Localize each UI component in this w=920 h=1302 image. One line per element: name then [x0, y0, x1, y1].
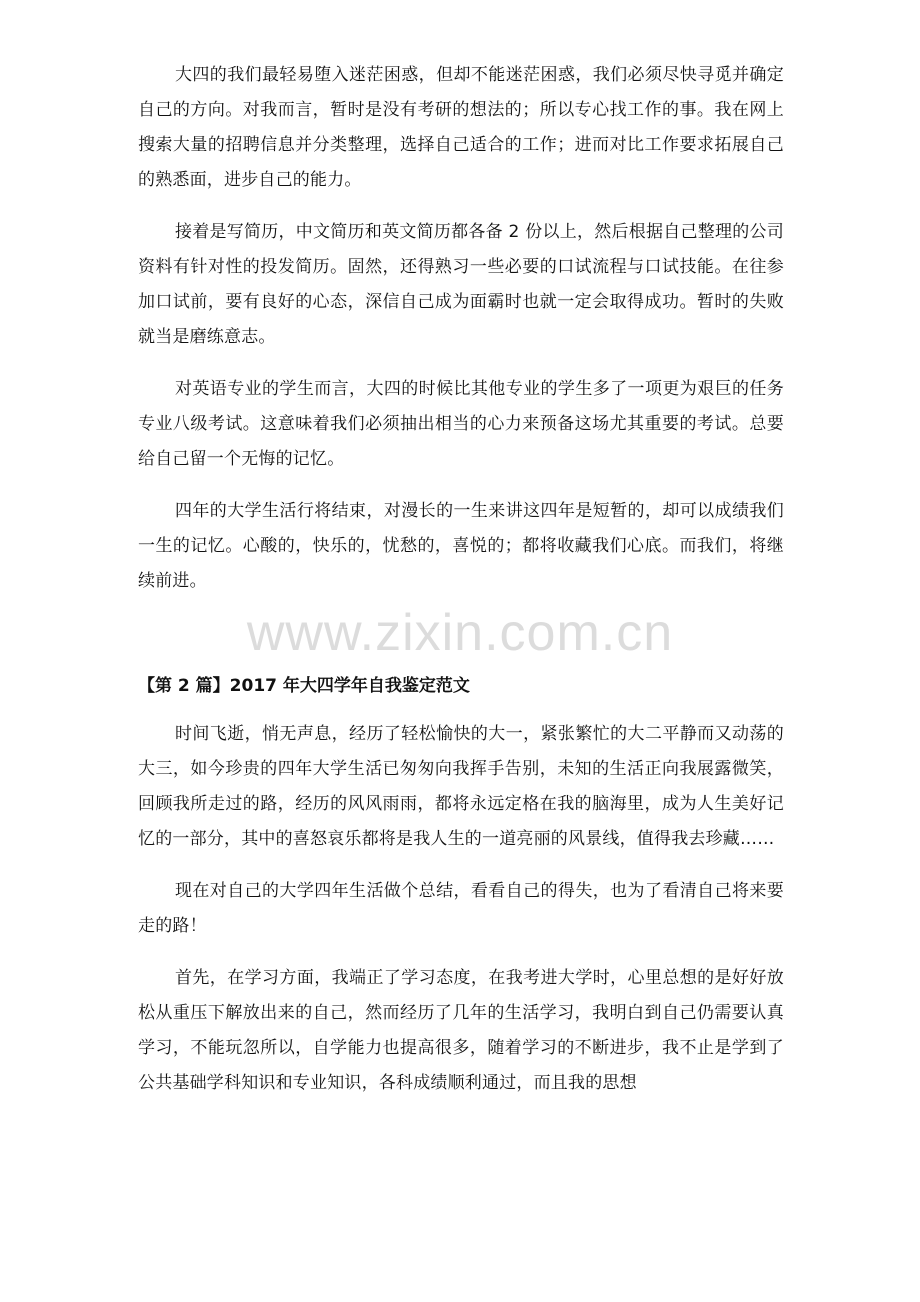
paragraph: 大四的我们最轻易堕入迷茫困惑，但却不能迷茫困惑，我们必须尽快寻觅并确定自己的方向。对我而言，暂时是没有考研的想法的；所以专心找工作的事。我在网上搜索大量的招聘信息并分类整理，选择自己适合的工作；进而对比工作要求拓展自己的熟悉面，进步自己的能力。: [138, 65, 784, 190]
paragraph: 时间飞逝，悄无声息，经历了轻松愉快的大一，紧张繁忙的大二平静而又动荡的大三，如今珍贵的四年大学生活已匆匆向我挥手告别，未知的生活正向我展露微笑，回顾我所走过的路，经历的风风雨雨，都将永远定格在我的脑海里，成为人生美好记忆的一部分，其中的喜怒哀乐都将是我人生的一道亮丽的风景线，值得我去珍藏……: [138, 724, 784, 849]
document-section-2: [138, 717, 784, 1118]
document-section-1: [138, 58, 784, 616]
section-heading: 【第 2 篇】2017 年大四学年自我鉴定范文: [138, 676, 470, 696]
paragraph: 对英语专业的学生而言，大四的时候比其他专业的学生多了一项更为艰巨的任务专业八级考试。这意味着我们必须抽出相当的心力来预备这场尤其重要的考试。总要给自己留一个无悔的记忆。: [138, 379, 784, 469]
paragraph: 接着是写简历，中文简历和英文简历都各备 2 份以上，然后根据自己整理的公司资料有针对性的投发简历。固然，还得熟习一些必要的口试流程与口试技能。在往参加口试前，要有良好的心态，深信自己成为面霸时也就一定会取得成功。暂时的失败就当是磨练意志。: [138, 222, 784, 347]
watermark: www.zixin.com.cn: [246, 604, 674, 662]
paragraph: 现在对自己的大学四年生活做个总结，看看自己的得失，也为了看清自己将来要走的路！: [138, 881, 784, 936]
paragraph: 首先，在学习方面，我端正了学习态度，在我考进大学时，心里总想的是好好放松从重压下解放出来的自己，然而经历了几年的生活学习，我明白到自己仍需要认真学习，不能玩忽所以，自学能力也提高很多，随着学习的不断进步，我不止是学到了公共基础学科知识和专业知识，各科成绩顺利通过，而且我的思想: [138, 968, 784, 1093]
paragraph: 四年的大学生活行将结束，对漫长的一生来讲这四年是短暂的，却可以成绩我们一生的记忆。心酸的，快乐的，忧愁的，喜悦的；都将收藏我们心底。而我们，将继续前进。: [138, 501, 784, 591]
